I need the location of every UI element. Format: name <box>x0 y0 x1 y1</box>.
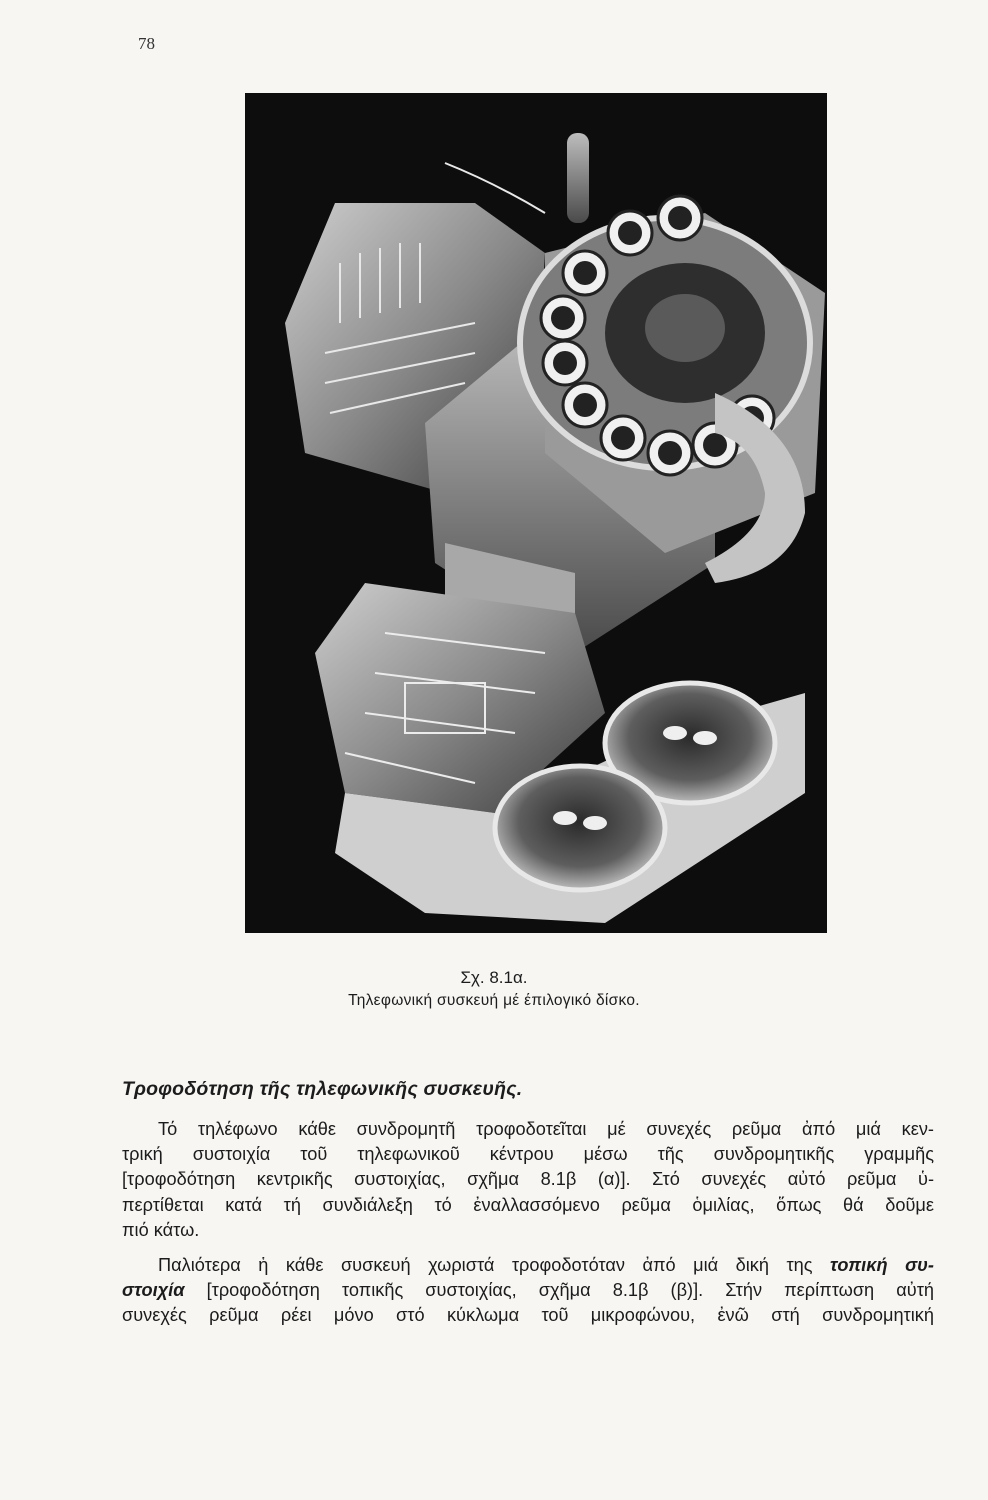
paragraph-2-line <box>122 1253 934 1278</box>
section-heading: Τροφοδότηση τῆς τηλεφωνικῆς συσκευῆς. <box>122 1078 523 1100</box>
term-local-battery-cont: στοιχία <box>122 1280 185 1301</box>
telephone-photo <box>245 93 827 933</box>
term-local-battery: τοπική συ- <box>830 1255 934 1275</box>
paragraph-2-line <box>122 1278 934 1303</box>
figure-caption: Τηλεφωνική συσκευή μέ έπιλογικό δίσκο. <box>348 992 640 1009</box>
paragraph-1 <box>122 1117 934 1243</box>
paragraph-1-line: Τό τηλέφωνο κάθε συνδρομητῆ τροφοδοτεῖται μέ συνεχές ρεῦμα ἀπό μιά κεν- <box>158 1119 934 1139</box>
paragraph-2-text: Παλιότερα ἡ κάθε συσκευή χωριστά τροφοδοτόταν ἀπό μιά δική της <box>158 1255 813 1275</box>
page-number: 78 <box>138 34 155 53</box>
figure-label: Σχ. 8.1α. <box>460 968 528 987</box>
paragraph-1-line: [τροφοδότηση κεντρικῆς συστοιχίας, σχῆμα 8.1β (α)]. Στό συνεχές αὐτό ρεῦμα ὑ- <box>122 1169 934 1190</box>
telephone-illustration <box>245 93 827 933</box>
paragraph-1-line: τρική συστοιχία τοῦ τηλεφωνικοῦ κέντρου μέσω τῆς συνδρομητικῆς γραμμῆς <box>122 1144 934 1165</box>
paragraph-2-text: [τροφοδότηση τοπικῆς συστοιχίας, σχῆμα 8.1β (β)]. Στήν περίπτωση αὐτή <box>206 1280 934 1301</box>
paragraph-1-line: περτίθεται κατά τή συνδιάλεξη τό ἐναλλασσόμενο ρεῦμα ὁμιλίας, ὅπως θά δοῦμε <box>122 1194 934 1215</box>
paragraph-1-line: πιό κάτω. <box>122 1219 200 1240</box>
paragraph-2-line: συνεχές ρεῦμα ρέει μόνο στό κύκλωμα τοῦ μικροφώνου, ἐνῶ στή συνδρομητική <box>122 1305 934 1326</box>
paragraph-2 <box>122 1253 934 1329</box>
